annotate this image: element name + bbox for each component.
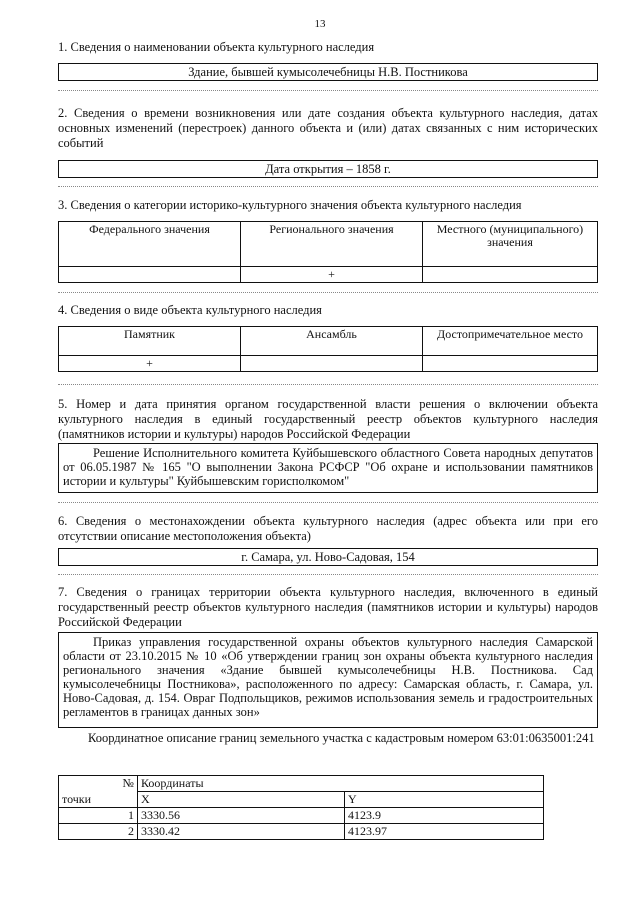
section-5-heading: 5. Номер и дата принятия органом государственной власти решения о включении объекта культурного наследия в единый государственный реестр объектов культурного наследия (памятников истории и культуры) народов Российской Федерации: [58, 397, 598, 441]
section-3-heading: 3. Сведения о категории историко-культурного значения объекта культурного наследия: [58, 198, 522, 212]
coordinates-table: [58, 775, 544, 840]
section-6-value: г. Самара, ул. Ново-Садовая, 154: [58, 548, 598, 566]
section-7-value: Приказ управления государственной охраны объектов культурного наследия Самарской области от 23.10.2015 № 10 «Об утверждении границ зон охраны объекта культурного наследия регионального значения «Здание бывшей кумысолечебницы Н.В. Постникова. Сад кумысолечебницы Постникова», расположенного по адресу: Самарская область, г. Самара, ул. Ново-Садовая, д. 154. Овраг Подпольщиков, режимов использования земель и градостроительных регламентов в границах данных зон»: [58, 632, 598, 728]
col-local: Местного (муниципального) значения: [423, 222, 598, 267]
section-2-value: Дата открытия – 1858 г.: [58, 160, 598, 178]
table-row: 1 3330.56 4123.9: [59, 808, 544, 824]
col-monument: Памятник: [59, 327, 241, 356]
table-row: 2 3330.42 4123.97: [59, 824, 544, 840]
col-regional: Регионального значения: [241, 222, 423, 267]
divider: [58, 90, 598, 91]
header-x: X: [138, 792, 345, 808]
col-landmark: Достопримечательное место: [423, 327, 598, 356]
header-number: №: [59, 776, 138, 792]
header-y: Y: [345, 792, 544, 808]
divider: [58, 292, 598, 293]
section-7-heading: 7. Сведения о границах территории объекта культурного наследия, включенного в единый государственный реестр объектов культурного наследия (памятников истории и культуры) народов Российской Федерации: [58, 585, 598, 629]
section-1-value: Здание, бывшей кумысолечебницы Н.В. Постникова: [58, 63, 598, 81]
col-federal: Федерального значения: [59, 222, 241, 267]
section-1-heading: 1. Сведения о наименовании объекта культурного наследия: [58, 40, 375, 54]
section-4-heading: 4. Сведения о виде объекта культурного наследия: [58, 303, 322, 317]
divider: [58, 574, 598, 575]
coordinates-description: Координатное описание границ земельного участка с кадастровым номером 63:01:0635001:241: [88, 731, 595, 745]
type-table: [58, 326, 598, 372]
significance-table: [58, 221, 598, 283]
section-2-heading: 2. Сведения о времени возникновения или дате создания объекта культурного наследия, датах основных изменений (перестроек) данного объекта и (или) датах связанных с ним исторических событий: [58, 106, 598, 150]
monument-mark: +: [59, 356, 241, 372]
section-5-value: Решение Исполнительного комитета Куйбышевского областного Совета народных депутатов от 06.05.1987 № 165 "О выполнении Закона РСФСР "Об охране и использовании памятников истории и культуры" Куйбышевским горисполкомом": [58, 443, 598, 493]
divider: [58, 186, 598, 187]
header-point: точки: [59, 792, 138, 808]
page-number: 13: [314, 18, 326, 30]
regional-mark: +: [241, 267, 423, 283]
divider: [58, 502, 598, 503]
section-6-heading: 6. Сведения о местонахождении объекта культурного наследия (адрес объекта или при его отсутствии описание местоположения объекта): [58, 514, 598, 543]
divider: [58, 384, 598, 385]
col-ensemble: Ансамбль: [241, 327, 423, 356]
header-coordinates: Координаты: [138, 776, 544, 792]
